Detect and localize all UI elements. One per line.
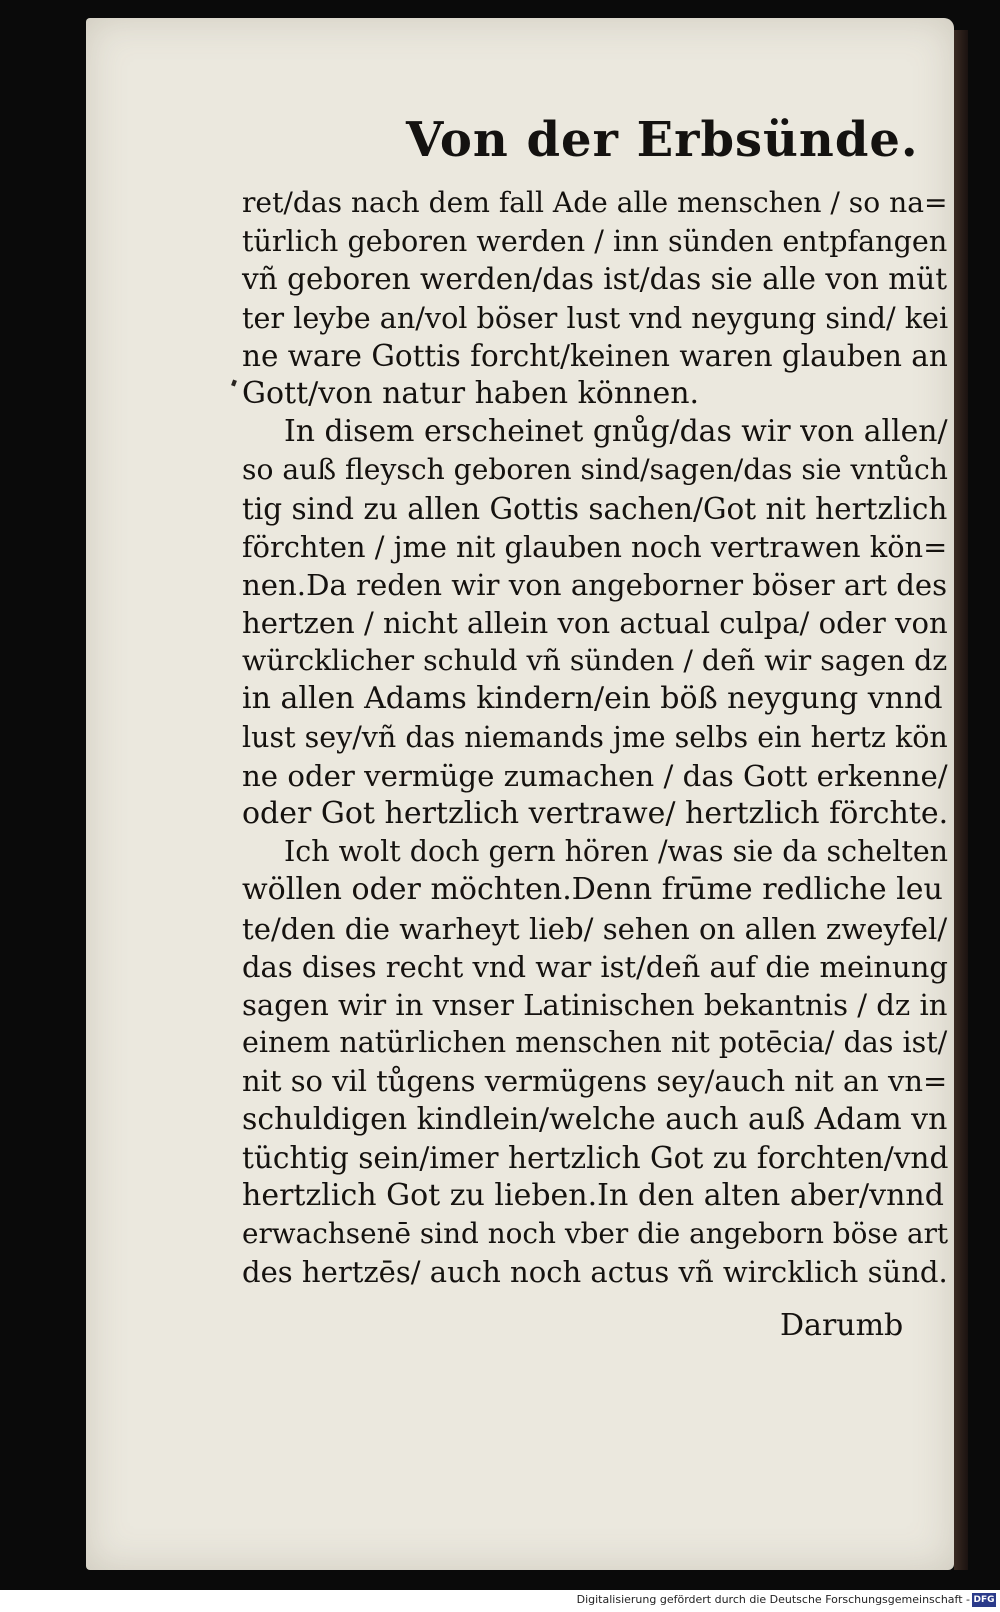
footer-bar <box>0 1590 1000 1612</box>
text-line: so auß fleysch geboren sind/sagen/das sie vntůch <box>242 453 948 487</box>
text-line: sagen wir in vnser Latinischen bekantnis / dz in <box>242 987 948 1022</box>
text-line: In disem erscheinet gnůg/das wir von allen/ <box>284 414 948 450</box>
text-line: nen.Da reden wir von angeborner böser art des <box>242 567 948 602</box>
text-line: ter leybe an/vol böser lust vnd neygung sind/ kei <box>242 300 949 335</box>
text-line: schuldigen kindlein/welche auch auß Adam vn <box>242 1101 948 1137</box>
text-line: vñ geboren werden/das ist/das sie alle von müt <box>242 262 948 297</box>
catchword: Darumb <box>780 1308 904 1343</box>
text-line: in allen Adams kindern/ein böß neygung vnnd <box>242 681 943 717</box>
footer-credit: Digitalisierung gefördert durch die Deutsche Forschungsgemeinschaft - <box>576 1593 970 1606</box>
text-line: tüchtig sein/imer hertzlich Got zu forchten/vnd <box>242 1140 949 1175</box>
dfg-logo: DFG <box>973 1595 995 1605</box>
text-line: ne oder vermüge zumachen / das Gott erkenne/ <box>242 758 948 793</box>
text-line: erwachsenē sind noch vber die angeborn böse art <box>242 1217 949 1251</box>
text-line: Ich wolt doch gern hören /was sie da schelten <box>284 835 949 869</box>
text-line: das dises recht vnd war ist/deñ auf die meinung <box>242 949 948 984</box>
text-line: wöllen oder möchten.Denn frūme redliche leu <box>242 872 943 908</box>
text-line: hertzen / nicht allein von actual culpa/ oder von <box>242 606 948 641</box>
text-line: oder Got hertzlich vertrawe/ hertzlich förchte. <box>242 796 949 831</box>
text-line: Gott/von natur haben können. <box>242 375 700 411</box>
text-line: ne ware Gottis forcht/keinen waren glauben an <box>242 338 948 373</box>
text-line: förchten / jme nit glauben noch vertrawen kön= <box>242 529 948 564</box>
page-edge <box>954 30 968 1570</box>
text-line: würcklicher schuld vñ sünden / deñ wir sagen dz <box>242 644 948 678</box>
text-line: lust sey/vñ das niemands jme selbs ein hertz kön <box>242 720 948 754</box>
text-line: tig sind zu allen Gottis sachen/Got nit hertzlich <box>242 491 948 526</box>
text-line: nit so vil tůgens vermügens sey/auch nit an vn= <box>242 1064 948 1099</box>
text-line: einem natürlichen menschen nit potēcia/ das ist/ <box>242 1026 948 1060</box>
text-line: ret/das nach dem fall Ade alle menschen / so na= <box>242 186 948 219</box>
text-line: des hertzēs/ auch noch actus vñ wircklich sünd. <box>242 1255 948 1290</box>
text-line: türlich geboren werden / inn sünden entpfangen <box>242 224 948 259</box>
text-line: te/den die warheyt lieb/ sehen on allen zweyfel/ <box>242 911 948 946</box>
body-text <box>242 184 948 1291</box>
running-head: Von der Erbsünde. <box>406 112 919 168</box>
text-line: hertzlich Got zu lieben.In den alten aber/vnnd <box>242 1177 944 1213</box>
